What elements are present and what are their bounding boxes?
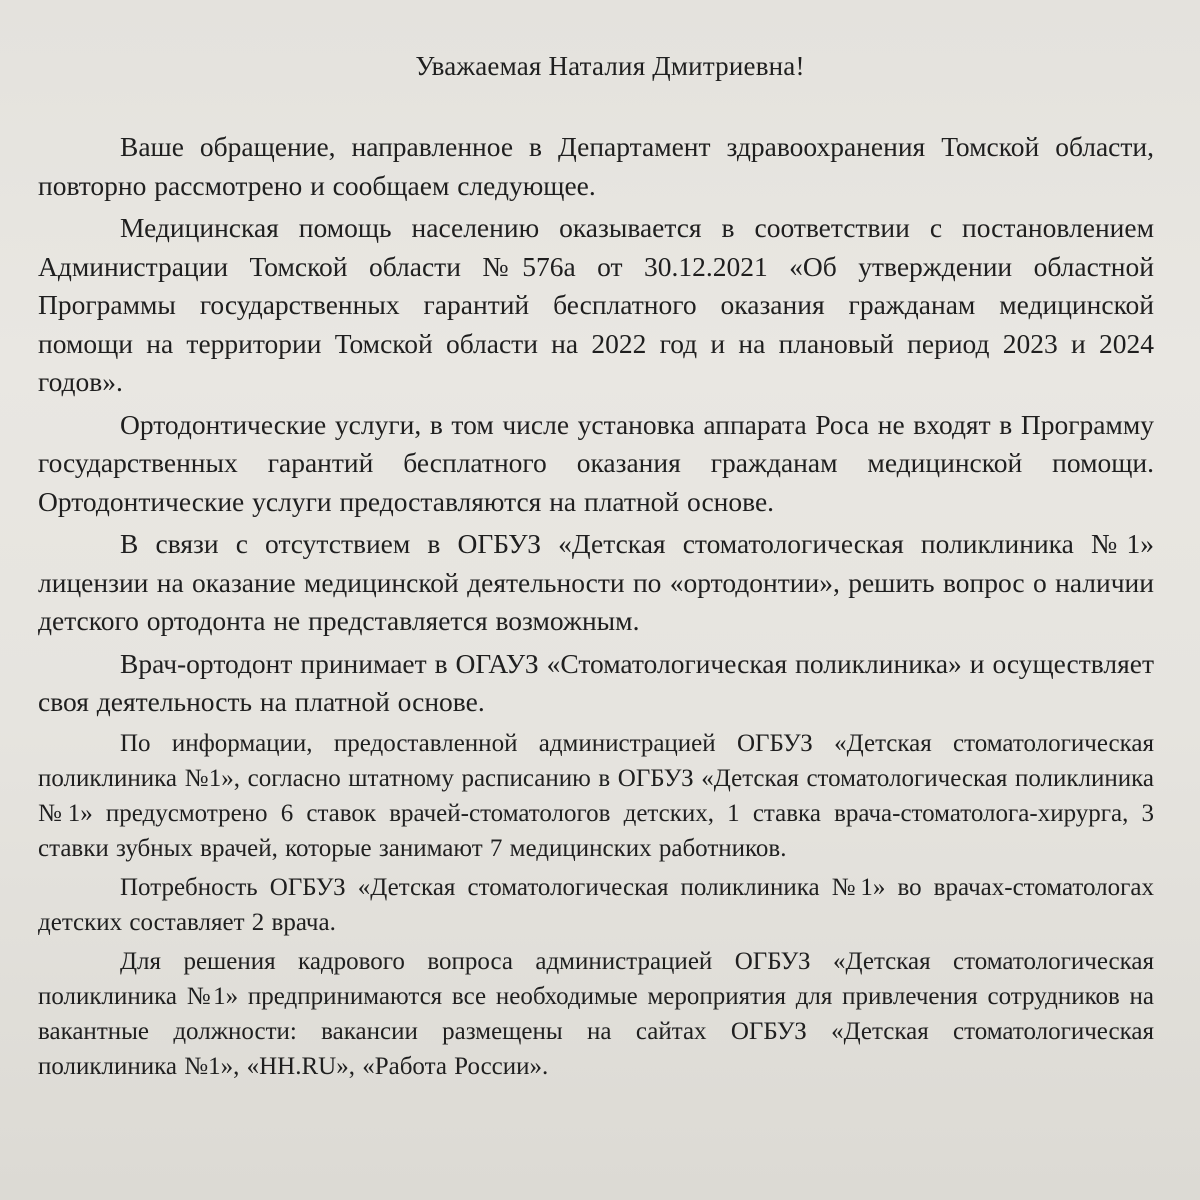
- paragraph-program-resolution: Медицинская помощь населению оказывается в соответствии с постановлением Администрации Томской области №576а от 30.12.2021 «Об утверждении областной Программы государственных гарантий бесплатного оказания гражданам медицинской помощи на территории Томской области на 2022 год и на плановый период 2023 и 2024 годов».: [38, 212, 1154, 397]
- paragraph-need: Потребность ОГБУЗ «Детская стоматологическая поликлиника №1» во врачах-стоматологах детских составляет 2 врача.: [38, 873, 1154, 936]
- paragraph-license: В связи с отсутствием в ОГБУЗ «Детская стоматологическая поликлиника №1» лицензии на оказание медицинской деятельности по «ортодонтии», решить вопрос о наличии детского ортодонта не представляется возможным.: [38, 528, 1154, 636]
- paragraph-recruitment: Для решения кадрового вопроса администрацией ОГБУЗ «Детская стоматологическая поликлиника №1» предпринимаются все необходимые мероприятия для привлечения сотрудников на вакантные должности: вакансии размещены на сайтах ОГБУЗ «Детская стоматологическая поликлиника №1», «HH.RU», «Работа России».: [38, 947, 1154, 1080]
- paragraph-orthodontic-services: Ортодонтические услуги, в том числе установка аппарата Роса не входят в Программу государственных гарантий бесплатного оказания гражданам медицинской помощи. Ортодонтические услуги предоставляются на платной основе.: [38, 408, 1154, 517]
- paragraph-staffing: По информации, предоставленной администрацией ОГБУЗ «Детская стоматологическая поликлиника №1», согласно штатному расписанию в ОГБУЗ «Детская стоматологическая поликлиника №1» предусмотрено 6 ставок врачей-стоматологов детских, 1 ставка врача-стоматолога-хирурга, 3 ставки зубных врачей, которые занимают 7 медицинских работников.: [38, 729, 1154, 862]
- salutation: Уважаемая Наталия Дмитриевна!: [415, 51, 805, 81]
- paragraph-appeal-intro: Ваше обращение, направленное в Департамент здравоохранения Томской области, повторно рассмотрено и сообщаем следующее.: [38, 131, 1154, 201]
- paragraph-orthodontist-location: Врач-ортодонт принимает в ОГАУЗ «Стоматологическая поликлиника» и осуществляет своя деятельность на платной основе.: [38, 647, 1154, 717]
